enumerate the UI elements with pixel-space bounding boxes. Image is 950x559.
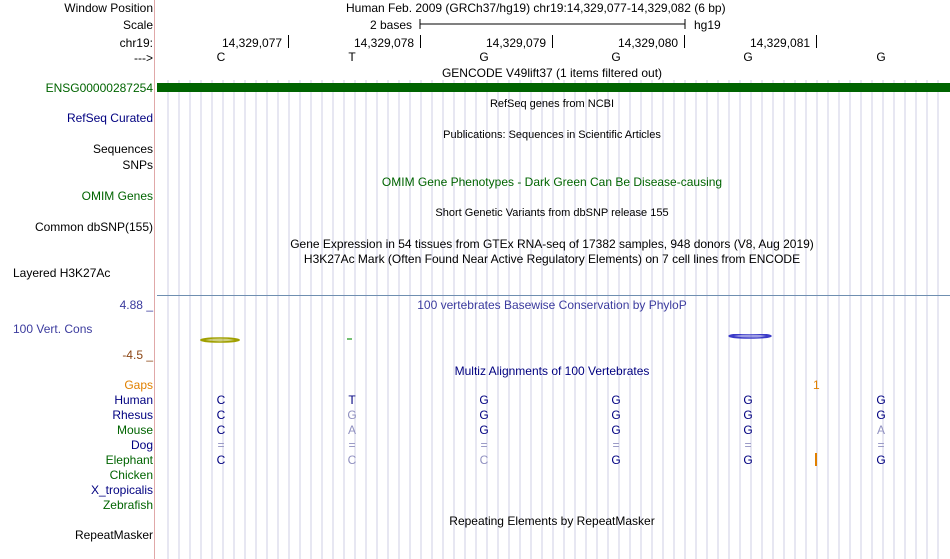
label-divider <box>154 0 155 559</box>
align-base-human: G <box>876 393 886 407</box>
track-label-h3k27ac[interactable]: Layered H3K27Ac <box>13 266 111 280</box>
track-label-omim[interactable]: OMIM Genes <box>81 189 153 203</box>
align-base-mouse: G <box>743 423 753 437</box>
track-label-gaps[interactable]: Gaps <box>124 378 153 392</box>
repeatmasker-track-title: Repeating Elements by RepeatMasker <box>449 514 655 528</box>
align-base-human: G <box>611 393 621 407</box>
coord-label: 14,329,080 <box>618 36 679 50</box>
species-label-zebrafish[interactable]: Zebrafish <box>102 498 153 512</box>
cons-max-value: 4.88 _ <box>119 298 153 312</box>
species-label-dog[interactable]: Dog <box>130 438 153 452</box>
align-base-elephant: C <box>347 453 357 467</box>
gencode-gene-bar[interactable] <box>157 83 950 92</box>
track-label-dbsnp[interactable]: Common dbSNP(155) <box>34 220 153 234</box>
ref-base: C <box>216 50 226 64</box>
align-base-dog: = <box>480 438 488 452</box>
align-base-elephant: G <box>611 453 621 467</box>
track-label-snps[interactable]: SNPs <box>122 158 153 172</box>
align-base-rhesus: G <box>876 408 886 422</box>
align-base-dog: = <box>217 438 225 452</box>
align-base-human: G <box>479 393 489 407</box>
window-position-text: Human Feb. 2009 (GRCh37/hg19) chr19:14,329,077-14,329,082 (6 bp) <box>346 1 726 15</box>
track-label-cons[interactable]: 100 Vert. Cons <box>13 322 93 336</box>
align-base-dog: = <box>744 438 752 452</box>
coord-label: 14,329,078 <box>354 36 415 50</box>
label-window-position: Window Position <box>64 1 153 15</box>
gencode-track-title: GENCODE V49lift37 (1 items filtered out) <box>441 66 663 80</box>
ref-base: G <box>479 50 489 64</box>
align-base-mouse: G <box>479 423 489 437</box>
ref-base: T <box>348 50 356 64</box>
ref-base: G <box>743 50 753 64</box>
align-base-rhesus: G <box>347 408 357 422</box>
label-scale: Scale <box>122 18 153 32</box>
coord-tick <box>816 35 817 48</box>
coord-label: 14,329,079 <box>486 36 547 50</box>
coord-label: 14,329,077 <box>222 36 283 50</box>
multiz-track-title: Multiz Alignments of 100 Vertebrates <box>454 364 650 378</box>
coord-label: 14,329,081 <box>750 36 811 50</box>
coord-tick <box>288 35 289 48</box>
align-base-mouse: C <box>216 423 226 437</box>
species-label-rhesus[interactable]: Rhesus <box>112 408 153 422</box>
ref-base: G <box>611 50 621 64</box>
dbsnp-track-title: Short Genetic Variants from dbSNP release 155 <box>435 207 669 219</box>
scale-text: 2 bases <box>370 18 413 32</box>
align-base-human: G <box>743 393 753 407</box>
track-panel[interactable] <box>157 0 950 559</box>
omim-track-title: OMIM Gene Phenotypes - Dark Green Can Be Disease-causing <box>381 175 723 189</box>
label-strand: ---> <box>134 51 153 65</box>
align-base-elephant: C <box>479 453 489 467</box>
track-label-repeatmasker[interactable]: RepeatMasker <box>74 528 153 542</box>
align-base-dog: = <box>612 438 620 452</box>
gtex-track-title: Gene Expression in 54 tissues from GTEx RNA-seq of 17382 samples, 948 donors (V8, Aug 2019) <box>290 237 814 251</box>
align-base-dog: = <box>348 438 356 452</box>
track-labels-panel <box>0 0 155 559</box>
scale-bar <box>419 17 687 31</box>
publications-track-title: Publications: Sequences in Scientific Articles <box>443 129 661 141</box>
align-base-elephant: G <box>743 453 753 467</box>
coord-tick <box>684 35 685 48</box>
align-base-dog: = <box>877 438 885 452</box>
elephant-gap-mark <box>815 453 817 466</box>
cons-min-value: -4.5 _ <box>122 348 153 362</box>
align-base-rhesus: C <box>216 408 226 422</box>
align-base-rhesus: G <box>479 408 489 422</box>
track-label-sequences[interactable]: Sequences <box>92 142 153 156</box>
gaps-mark: 1 <box>813 378 820 392</box>
label-chrom: chr19: <box>119 36 153 50</box>
refseq-track-title: RefSeq genes from NCBI <box>489 98 615 110</box>
h3k27ac-track-title: H3K27Ac Mark (Often Found Near Active Regulatory Elements) on 7 cell lines from ENCODE <box>303 252 801 266</box>
align-base-human: T <box>348 393 356 407</box>
h3k27ac-baseline <box>157 295 950 296</box>
phylop-marks <box>197 334 817 346</box>
track-label-gencode-gene[interactable]: ENSG00000287254 <box>45 81 153 95</box>
track-label-refseq[interactable]: RefSeq Curated <box>66 111 153 125</box>
align-base-elephant: G <box>876 453 886 467</box>
ref-base: G <box>876 50 886 64</box>
coord-tick <box>420 35 421 48</box>
species-label-xtropicalis[interactable]: X_tropicalis <box>90 483 153 497</box>
assembly-text: hg19 <box>694 18 721 32</box>
phylop-track-title: 100 vertebrates Basewise Conservation by PhyloP <box>417 298 687 312</box>
align-base-rhesus: G <box>743 408 753 422</box>
coord-tick <box>552 35 553 48</box>
align-base-mouse: A <box>347 423 356 437</box>
species-label-elephant[interactable]: Elephant <box>105 453 153 467</box>
align-base-mouse: G <box>611 423 621 437</box>
species-label-mouse[interactable]: Mouse <box>116 423 153 437</box>
align-base-elephant: C <box>216 453 226 467</box>
species-label-human[interactable]: Human <box>114 393 153 407</box>
species-label-chicken[interactable]: Chicken <box>109 468 153 482</box>
align-base-mouse: A <box>876 423 885 437</box>
align-base-rhesus: G <box>611 408 621 422</box>
align-base-human: C <box>216 393 226 407</box>
